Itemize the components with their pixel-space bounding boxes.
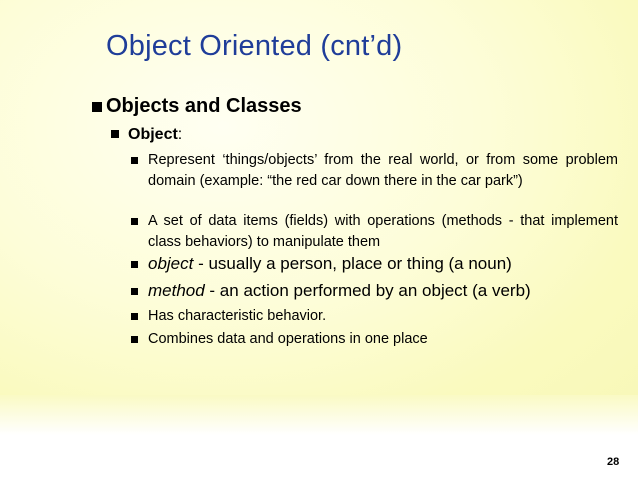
page-number: 28 (607, 456, 620, 468)
square-bullet-icon (92, 102, 102, 112)
term-object: object (148, 254, 194, 273)
level2-heading (128, 126, 182, 144)
square-bullet-icon (131, 261, 138, 268)
slide-title: Object Oriented (cnt’d) (106, 30, 403, 62)
bullet-item (148, 280, 618, 302)
term-method: method (148, 281, 205, 300)
square-bullet-icon (131, 218, 138, 225)
term-definition: - usually a person, place or thing (a noun) (193, 254, 512, 273)
slide-background-fade (0, 395, 638, 435)
object-colon: : (177, 126, 183, 143)
term-definition: - an action performed by an object (a verb) (204, 281, 531, 300)
square-bullet-icon (131, 336, 138, 343)
bullet-item: Represent ‘things/objects’ from the real world, or from some problem domain (example: “the red car down there in the car park”) (148, 152, 618, 189)
square-bullet-icon (131, 313, 138, 320)
bullet-item (148, 253, 618, 275)
bullet-item: A set of data items (fields) with operations (methods - that implement class behaviors) to manipulate them (148, 213, 618, 250)
object-label: Object (128, 126, 178, 143)
square-bullet-icon (131, 157, 138, 164)
bullet-item: Has characteristic behavior. (148, 308, 327, 324)
level1-heading: Objects and Classes (106, 95, 302, 117)
bullet-item: Combines data and operations in one place (148, 331, 428, 347)
square-bullet-icon (111, 130, 119, 138)
square-bullet-icon (131, 288, 138, 295)
